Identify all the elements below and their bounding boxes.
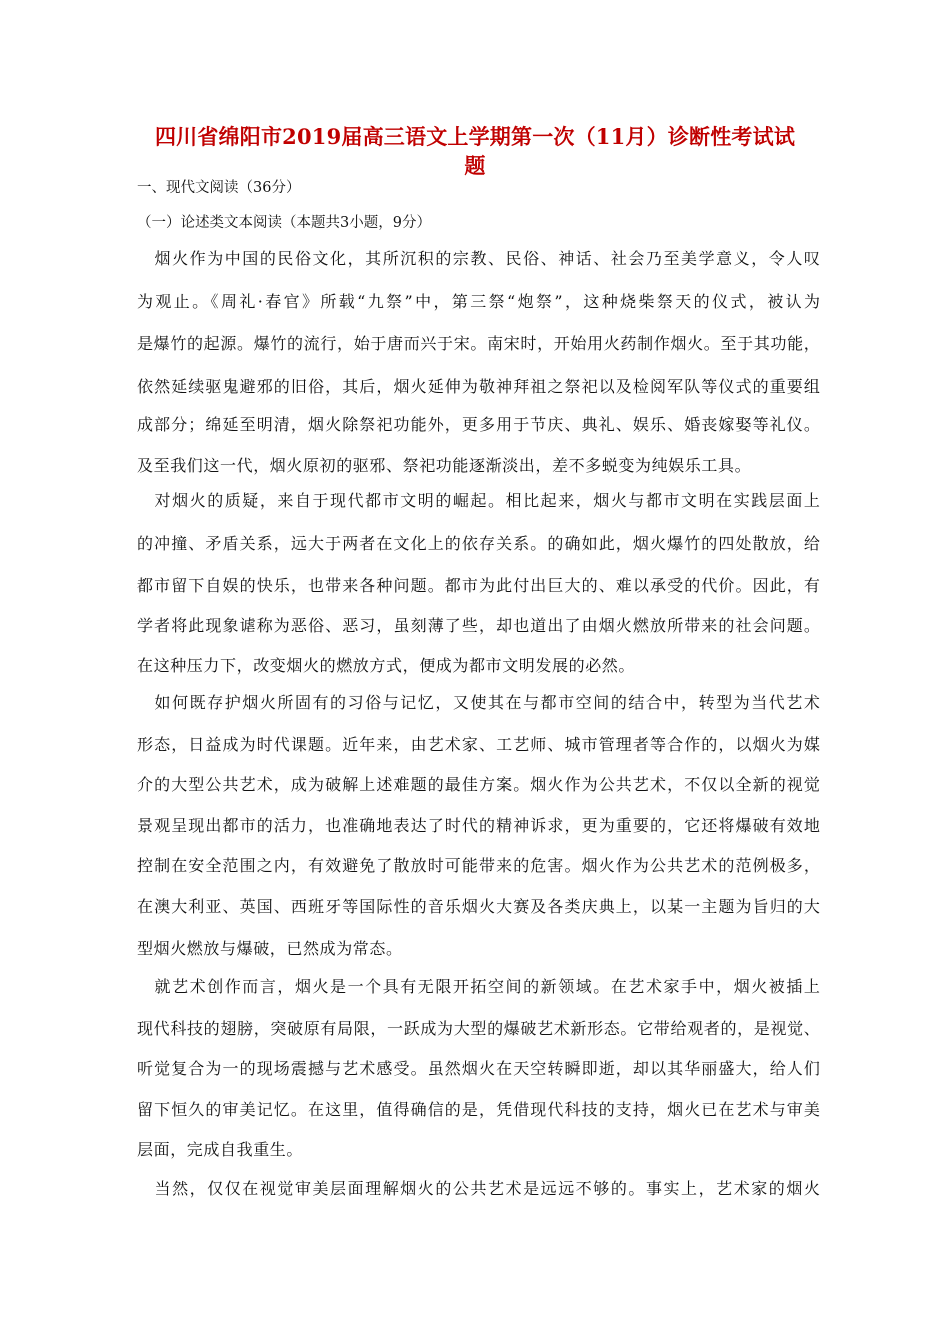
body-line: 层面，完成自我重生。 bbox=[137, 1140, 304, 1159]
body-line: 烟火作为中国的民俗文化，其所沉积的宗教、民俗、神话、社会乃至美学意义，令人叹 bbox=[137, 249, 822, 268]
body-line: 及至我们这一代，烟火原初的驱邪、祭祀功能逐渐淡出，差不多蜕变为纯娱乐工具。 bbox=[137, 456, 752, 475]
body-line: 在澳大利亚、英国、西班牙等国际性的音乐烟火大赛及各类庆典上，以某一主题为旨归的大 bbox=[137, 897, 822, 916]
section-heading: 一、现代文阅读（36分） bbox=[137, 180, 301, 196]
body-line: 如何既存护烟火所固有的习俗与记忆，又使其在与都市空间的结合中，转型为当代艺术 bbox=[137, 693, 822, 712]
body-line: 控制在安全范围之内，有效避免了散放时可能带来的危害。烟火作为公共艺术的范例极多， bbox=[137, 856, 822, 875]
title-line-1: 四川省绵阳市2019届高三语文上学期第一次（11月）诊断性考试试 bbox=[154, 124, 796, 149]
body-line: 形态，日益成为时代课题。近年来，由艺术家、工艺师、城市管理者等合作的，以烟火为媒 bbox=[137, 735, 822, 754]
body-line: 学者将此现象谑称为恶俗、恶习，虽刻薄了些，却也道出了由烟火燃放所带来的社会问题。 bbox=[137, 616, 822, 635]
body-line: 依然延续驱鬼避邪的旧俗，其后，烟火延伸为敬神拜祖之祭祀以及检阅军队等仪式的重要组 bbox=[137, 377, 822, 396]
body-line: 留下恒久的审美记忆。在这里，值得确信的是，凭借现代科技的支持，烟火已在艺术与审美 bbox=[137, 1100, 822, 1119]
body-line: 现代科技的翅膀，突破原有局限，一跃成为大型的爆破艺术新形态。它带给观者的，是视觉、 bbox=[137, 1019, 821, 1038]
subsection-heading: （一）论述类文本阅读（本题共3小题，9分） bbox=[137, 215, 431, 231]
body-line: 听觉复合为一的现场震撼与艺术感受。虽然烟火在天空转瞬即逝，却以其华丽盛大，给人们 bbox=[137, 1059, 822, 1078]
body-line: 的冲撞、矛盾关系，远大于两者在文化上的依存关系。的确如此，烟火爆竹的四处散放，给 bbox=[137, 534, 822, 553]
body-line: 都市留下自娱的快乐，也带来各种问题。都市为此付出巨大的、难以承受的代价。因此，有 bbox=[137, 576, 822, 595]
title-line-2: 题 bbox=[464, 153, 486, 178]
document-title bbox=[120, 122, 830, 180]
body-line: 在这种压力下，改变烟火的燃放方式，便成为都市文明发展的必然。 bbox=[137, 656, 636, 675]
body-line: 景观呈现出都市的活力，也准确地表达了时代的精神诉求，更为重要的，它还将爆破有效地 bbox=[137, 816, 822, 835]
body-line: 成部分；绵延至明清，烟火除祭祀功能外，更多用于节庆、典礼、娱乐、婚丧嫁娶等礼仪。 bbox=[137, 415, 822, 434]
body-line: 介的大型公共艺术，成为破解上述难题的最佳方案。烟火作为公共艺术，不仅以全新的视觉 bbox=[137, 775, 822, 794]
body-line: 型烟火燃放与爆破，已然成为常态。 bbox=[137, 939, 403, 958]
body-line: 为观止。《周礼·春官》所载“九祭”中，第三祭“炮祭”，这种烧柴祭天的仪式，被认为 bbox=[137, 292, 823, 311]
body-line: 是爆竹的起源。爆竹的流行，始于唐而兴于宋。南宋时，开始用火药制作烟火。至于其功能， bbox=[137, 334, 821, 353]
body-line: 对烟火的质疑，来自于现代都市文明的崛起。相比起来，烟火与都市文明在实践层面上 bbox=[137, 491, 822, 510]
body-line: 就艺术创作而言，烟火是一个具有无限开拓空间的新领域。在艺术家手中，烟火被插上 bbox=[137, 977, 822, 996]
body-line: 当然，仅仅在视觉审美层面理解烟火的公共艺术是远远不够的。事实上，艺术家的烟火 bbox=[137, 1179, 822, 1198]
